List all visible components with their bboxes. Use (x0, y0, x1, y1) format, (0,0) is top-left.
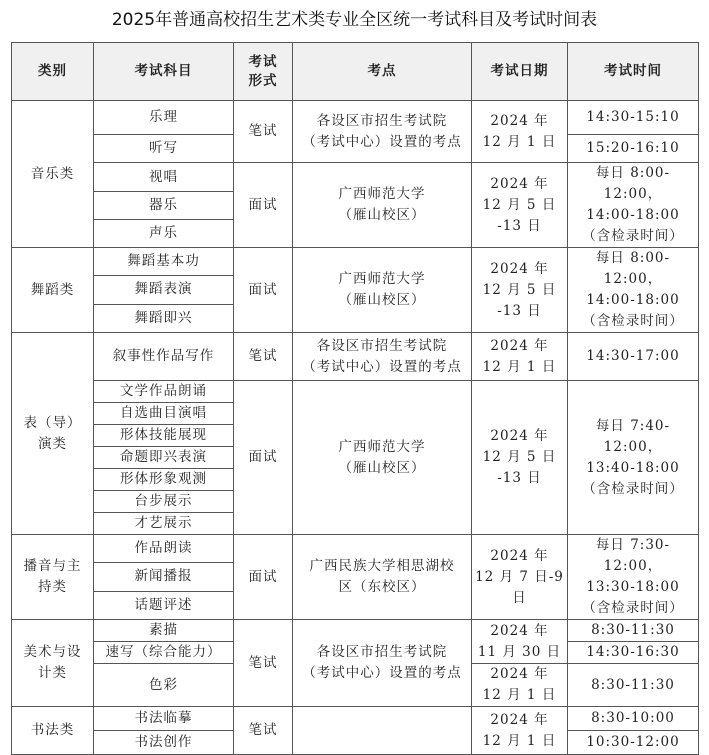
subject-cell: 自选曲目演唱 (94, 403, 234, 425)
subject-cell: 声乐 (94, 220, 234, 248)
subject-cell: 舞蹈即兴 (94, 304, 234, 332)
table-row (12, 707, 699, 731)
subject-cell: 书法创作 (94, 731, 234, 755)
form-cell: 面试 (234, 381, 293, 535)
time-cell: 每日 8:00-12:00， 14:00-18:00 （含检录时间） (568, 248, 699, 333)
subject-cell: 台步展示 (94, 491, 234, 513)
form-cell: 面试 (234, 163, 293, 248)
form-cell: 笔试 (234, 333, 293, 381)
subject-cell: 舞蹈表演 (94, 276, 234, 304)
location-cell: 广西师范大学 （雁山校区） (293, 163, 472, 248)
subject-cell: 视唱 (94, 163, 234, 192)
form-cell: 笔试 (234, 101, 293, 163)
table-row (12, 101, 699, 135)
subject-cell: 速写（综合能力） (94, 642, 234, 664)
time-cell: 每日 7:40-12:00， 13:40-18:00 （含检录时间） (568, 381, 699, 535)
header-form: 考试 形式 (234, 43, 293, 101)
category-art: 美术与设 计类 (12, 620, 94, 707)
header-subject: 考试科目 (94, 43, 234, 101)
time-cell: 14:30-16:30 (568, 642, 699, 664)
location-cell: 各设区市招生考试院 （考试中心）设置的考点 (293, 620, 472, 707)
header-date: 考试日期 (472, 43, 568, 101)
date-cell: 2024 年 12 月 1 日 (472, 707, 568, 755)
subject-cell: 器乐 (94, 192, 234, 220)
subject-cell: 舞蹈基本功 (94, 248, 234, 276)
subject-cell: 话题评述 (94, 591, 234, 619)
time-cell: 每日 8:00-12:00， 14:00-18:00 （含检录时间） (568, 163, 699, 248)
table-row (12, 248, 699, 276)
table-row (12, 381, 699, 403)
table-row (12, 163, 699, 192)
subject-cell: 素描 (94, 620, 234, 642)
table-row (12, 620, 699, 642)
category-calligraphy: 书法类 (12, 707, 94, 755)
subject-cell: 乐理 (94, 101, 234, 135)
date-cell: 2024 年 12 月 1 日 (472, 333, 568, 381)
location-cell: 各设区市招生考试院 （考试中心）设置的考点 (293, 101, 472, 163)
time-cell: 每日 7:30-12:00， 13:30-18:00 （含检录时间） (568, 535, 699, 620)
subject-cell: 新闻播报 (94, 563, 234, 591)
form-cell: 面试 (234, 535, 293, 620)
time-cell: 15:20-16:10 (568, 135, 699, 163)
date-cell: 2024 年 12 月 5 日 -13 日 (472, 163, 568, 248)
date-cell: 2024 年 12 月 7 日-9 日 (472, 535, 568, 620)
subject-cell: 形体技能展现 (94, 425, 234, 447)
header-row (12, 43, 699, 101)
page-title: 2025年普通高校招生艺术类专业全区统一考试科目及考试时间表 (111, 10, 598, 30)
location-cell: 各设区市招生考试院 （考试中心）设置的考点 (293, 333, 472, 381)
location-cell-empty (293, 707, 472, 755)
form-cell: 笔试 (234, 620, 293, 707)
subject-cell: 才艺展示 (94, 513, 234, 535)
location-cell: 广西民族大学相思湖校 区（东校区） (293, 535, 472, 620)
location-cell: 广西师范大学 （雁山校区） (293, 248, 472, 333)
subject-cell: 叙事性作品写作 (94, 333, 234, 381)
subject-cell: 色彩 (94, 664, 234, 707)
subject-cell: 命题即兴表演 (94, 447, 234, 469)
exam-schedule-table (11, 42, 699, 755)
category-music: 音乐类 (12, 101, 94, 248)
category-broadcast: 播音与主 持类 (12, 535, 94, 620)
subject-cell: 文学作品朗诵 (94, 381, 234, 403)
table-row (12, 535, 699, 563)
date-cell: 2024 年 12 月 5 日 -13 日 (472, 381, 568, 535)
subject-cell: 书法临摹 (94, 707, 234, 731)
date-cell: 2024 年 12 月 1 日 (472, 101, 568, 163)
date-cell: 2024 年 12 月 5 日 -13 日 (472, 248, 568, 333)
form-cell: 笔试 (234, 707, 293, 755)
header-time: 考试时间 (568, 43, 699, 101)
time-cell: 14:30-15:10 (568, 101, 699, 135)
subject-cell: 作品朗读 (94, 535, 234, 563)
header-location: 考点 (293, 43, 472, 101)
subject-cell: 听写 (94, 135, 234, 163)
table-row (12, 333, 699, 381)
time-cell: 10:30-12:00 (568, 731, 699, 755)
form-cell: 面试 (234, 248, 293, 333)
subject-cell: 形体形象观测 (94, 469, 234, 491)
header-category: 类别 (12, 43, 94, 101)
time-cell: 8:30-11:30 (568, 664, 699, 707)
date-cell: 2024 年 12 月 1 日 (472, 664, 568, 707)
time-cell: 8:30-11:30 (568, 620, 699, 642)
category-dance: 舞蹈类 (12, 248, 94, 333)
date-cell: 2024 年 11 月 30 日 (472, 620, 568, 664)
time-cell: 8:30-10:00 (568, 707, 699, 731)
time-cell: 14:30-17:00 (568, 333, 699, 381)
category-drama: 表（导） 演类 (12, 333, 94, 535)
location-cell: 广西师范大学 （雁山校区） (293, 381, 472, 535)
